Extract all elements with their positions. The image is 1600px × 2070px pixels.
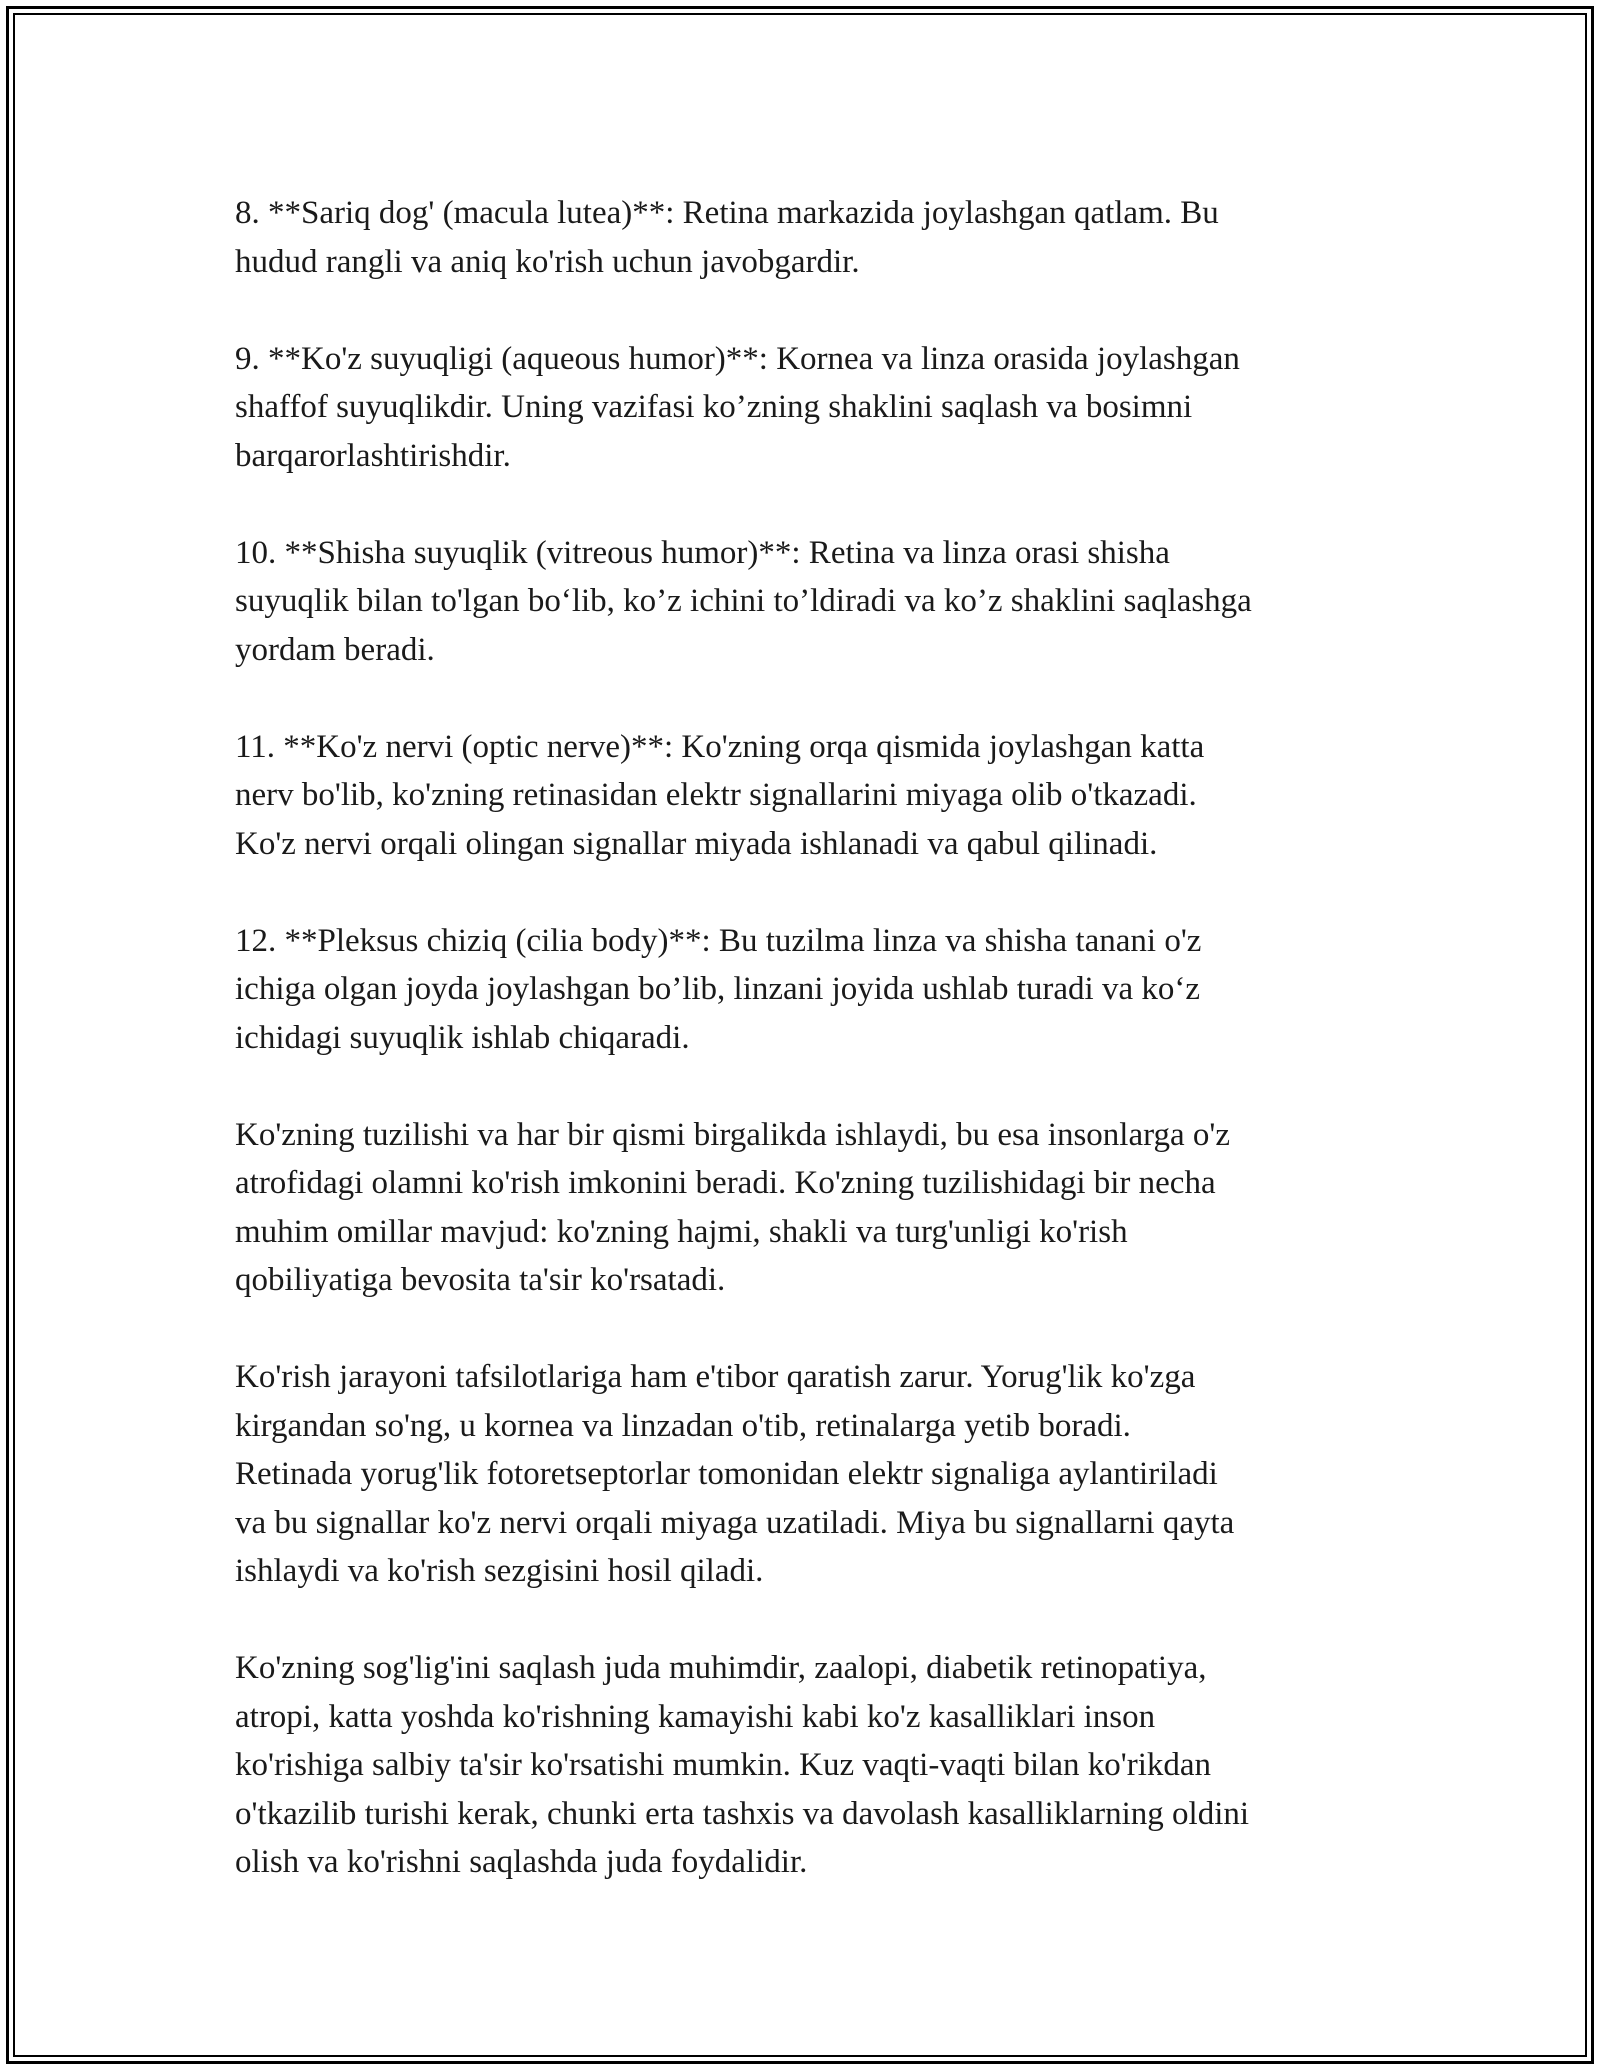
paragraph-aqueous-humor: 9. **Ko'z suyuqligi (aqueous humor)**: Kornea va linza orasida joylashgan shaffof suyuqlikdir. Uning vazifasi ko’zning shaklini saqlash va bosimni barqarorlashtirishdir.	[235, 340, 1240, 474]
paragraph-eye-structure: Ko'zning tuzilishi va har bir qismi birgalikda ishlaydi, bu esa insonlarga o'z atrofidagi olamni ko'rish imkonini beradi. Ko'zning tuzilishidagi bir necha muhim omillar mavjud: ko'zning hajmi, shakli va turg'unligi ko'rish qobiliyatiga bevosita ta'sir ko'rsatadi.	[235, 1116, 1230, 1298]
paragraph-vitreous-humor: 10. **Shisha suyuqlik (vitreous humor)**: Retina va linza orasi shisha suyuqlik bilan to'lgan bo‘lib, ko’z ichini to’ldiradi va ko’z shaklini saqlashga yordam beradi.	[235, 534, 1252, 668]
paragraph-macula-lutea: 8. **Sariq dog' (macula lutea)**: Retina markazida joylashgan qatlam. Bu hudud rangli va aniq ko'rish uchun javobgardir.	[235, 195, 1219, 280]
paragraph-optic-nerve: 11. **Ko'z nervi (optic nerve)**: Ko'zning orqa qismida joylashgan katta nerv bo'lib, ko'zning retinasidan elektr signallarini miyaga olib o'tkazadi. Ko'z nervi orqali olingan signallar miyada ishlanadi va qabul qilinadi.	[235, 728, 1205, 862]
paragraph-cilia-body: 12. **Pleksus chiziq (cilia body)**: Bu tuzilma linza va shisha tanani o'z ichiga olgan joyda joylashgan bo’lib, linzani joyida ushlab turadi va ko‘z ichidagi suyuqlik ishlab chiqaradi.	[235, 922, 1202, 1056]
paragraph-vision-process: Ko'rish jarayoni tafsilotlariga ham e'tibor qaratish zarur. Yorug'lik ko'zga kirgandan so'ng, u kornea va linzadan o'tib, retinalarga yetib boradi. Retinada yorug'lik fotoretseptorlar tomonidan elektr signaliga aylantiriladi va bu signallar ko'z nervi orqali miyaga uzatiladi. Miya bu signallarni qayta ishlaydi va ko'rish sezgisini hosil qiladi.	[235, 1359, 1235, 1589]
paragraph-eye-health: Ko'zning sog'lig'ini saqlash juda muhimdir, zaalopi, diabetik retinopatiya, atropi, katta yoshda ko'rishning kamayishi kabi ko'z kasalliklari inson ko'rishiga salbiy ta'sir ko'rsatishi mumkin. Kuz vaqti-vaqti bilan ko'rikdan o'tkazilib turishi kerak, chunki erta tashxis va davolash kasalliklarning oldini olish va ko'rishni saqlashda juda foydalidir.	[235, 1650, 1250, 1880]
document-body	[235, 189, 1370, 1887]
